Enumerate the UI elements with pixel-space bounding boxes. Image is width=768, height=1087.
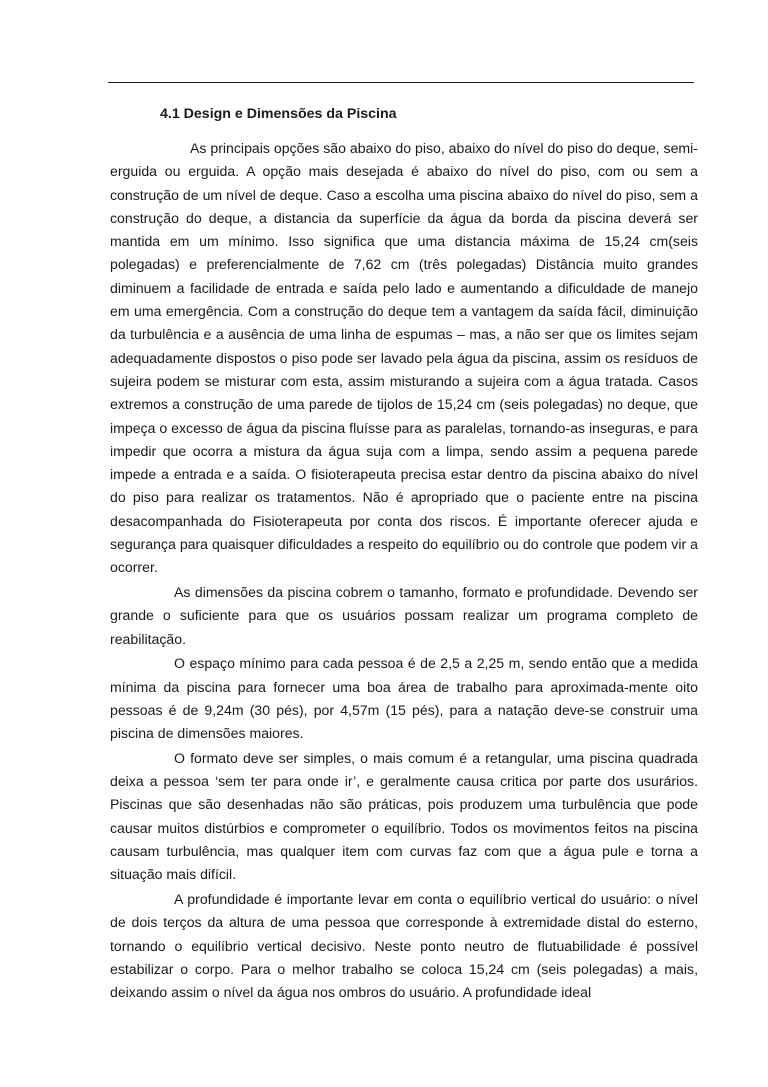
paragraph-pool-dimensions: As dimensões da piscina cobrem o tamanho, formato e profundidade. Devendo ser grande o suficiente para que os usuários possam realizar um programa completo de reabilitação. — [110, 584, 698, 647]
header-rule — [108, 82, 694, 83]
paragraph-pool-shape: O formato deve ser simples, o mais comum é a retangular, uma piscina quadrada deixa a pessoa ‘sem ter para onde ir’, e geralmente causa critica por parte dos usurários. Piscinas que são desenhadas não são práticas, pois produzem uma turbulência que pode causar muitos distúrbios e comprometer o equilíbrio. Todos os movimentos feitos na piscina causam turbulência, mas qualquer item com curvas faz com que a água pule e torna a situação mais difícil. — [110, 749, 698, 883]
section-heading: 4.1 Design e Dimensões da Piscina — [160, 106, 397, 122]
paragraph-minimum-space: O espaço mínimo para cada pessoa é de 2,5 a 2,25 m, sendo então que a medida mínima da piscina para fornecer uma boa área de trabalho para aproximada-mente oito pessoas é de 9,24m (30 pés), por 4,57m (15 pés), para a natação deve-se construir uma piscina de dimensões maiores. — [110, 655, 698, 742]
paragraph-pool-depth: A profundidade é importante levar em conta o equilíbrio vertical do usuário: o nível de dois terços da altura de uma pessoa que corresponde à extremidade distal do esterno, tornando o equilíbrio vertical decisivo. Neste ponto neutro de flutuabilidade é possível estabilizar o corpo. Para o melhor trabalho se coloca 15,24 cm (seis polegadas) a mais, deixando assim o nível da água nos ombros do usuário. A profundidade ideal — [110, 891, 698, 1001]
body-text — [110, 137, 698, 1005]
paragraph-pool-options: As principais opções são abaixo do piso, abaixo do nível do piso do deque, semi-erguida ou erguida. A opção mais desejada é abaixo do nível do piso, com ou sem a construção de um nível de deque. Caso a escolha uma piscina abaixo do nível do piso, sem a construção do deque, a distancia da superfície da água da borda da piscina deverá ser mantida em um mínimo. Isso significa que uma distancia máxima de 15,24 cm(seis polegadas) e preferencialmente de 7,62 cm (três polegadas) Distância muito grandes diminuem a facilidade de entrada e saída pelo lado e aumentando a dificuldade de manejo em uma emergência. Com a construção do deque tem a vantagem da saída fácil, diminuição da turbulência e a ausência de uma linha de espumas – mas, a não ser que os limites sejam adequadamente dispostos o piso pode ser lavado pela água da piscina, assim os resíduos de sujeira podem se misturar com esta, assim misturando a sujeira com a água tratada. Casos extremos a construção de uma parede de tijolos de 15,24 cm (seis polegadas) no deque, que impeça o excesso de água da piscina fluísse para as paralelas, tornando-as inseguras, e para impedir que ocorra a mistura da água suja com a limpa, sendo assim a pequena parede impede a entrada e a saída. O fisioterapeuta precisa estar dentro da piscina abaixo do nível do piso para realizar os tratamentos. Não é apropriado que o paciente entre na piscina desacompanhada do Fisioterapeuta por conta dos riscos. É importante oferecer ajuda e segurança para quaisquer dificuldades a respeito do equilíbrio ou do controle que podem vir a ocorrer. — [110, 140, 698, 576]
